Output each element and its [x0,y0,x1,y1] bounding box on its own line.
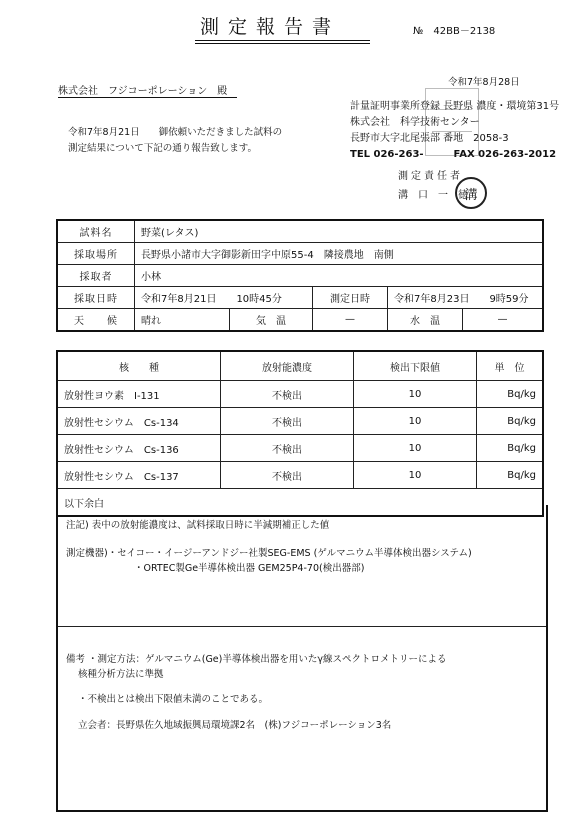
limit-cell: 10 [354,381,477,408]
table-row [57,381,543,408]
issuer-address: 長野市大字北尾張部 番地 2058-3 [350,133,509,144]
title-underline-2 [195,43,370,44]
water-temp-label: 水 温 [388,309,463,332]
table-row [57,462,543,489]
concentration-cell: 不検出 [221,381,354,408]
weather-value: 晴れ [135,309,230,332]
collector-value: 小林 [135,265,544,287]
results-table [56,350,544,517]
unit-cell: Bq/kg [477,462,544,489]
equipment-line-2: ・ORTEC製Ge半導体検出器 GEM25P4-70(検出器部) [134,563,365,574]
nuclide-cell: 放射性ヨウ素 I-131 [57,381,221,408]
sample-label: 試料名 [57,220,135,243]
datetime-label: 採取日時 [57,287,135,309]
sample-value: 野菜(レタス) [135,220,544,243]
nuclide-cell: 放射性セシウム Cs-137 [57,462,221,489]
notes-box [56,505,548,812]
table-row [57,435,543,462]
remark-not-detected: ・不検出とは検出下限値未満のことである。 [78,694,269,705]
intro-line-1: 令和7年8月21日 御依頼いただきました試料の [68,127,283,138]
responsible-name: 溝 口 一 徳 [398,190,468,201]
intro-line-2: 測定結果について下記の通り報告致します。 [68,143,258,154]
remark-method: 備考 ・測定方法：ゲルマニウム(Ge)半導体検出器を用いたγ線スペクトロメトリーによる [66,654,447,665]
document-number: № 42BB－2138 [413,26,496,37]
temperature-value: — [313,309,388,332]
issuer-company: 株式会社 科学技術センター [350,117,480,128]
end-note: 以下余白 [57,489,543,517]
limit-cell: 10 [354,408,477,435]
sample-info-table [56,219,544,332]
company-stamp [425,88,479,156]
water-temp-value: — [463,309,544,332]
limit-cell: 10 [354,462,477,489]
page-title: 測定報告書 [200,16,341,38]
issuer-phone: TEL 026-263- FAX 026-263-2012 [350,149,557,160]
witness-line: 立会者：長野県佐久地域振興局環境課2名 (株)フジコーポレーション3名 [78,720,392,731]
measure-label: 測定日時 [313,287,388,309]
issuer-registration: 計量証明事業所登録 長野県 濃度・環境第31号 [350,101,560,112]
limit-cell: 10 [354,435,477,462]
unit-cell: Bq/kg [477,381,544,408]
concentration-cell: 不検出 [221,462,354,489]
title-underline [195,40,370,41]
header-detection-limit: 検出下限値 [354,351,477,381]
header-unit: 単 位 [477,351,544,381]
location-label: 採取場所 [57,243,135,265]
unit-cell: Bq/kg [477,408,544,435]
weather-label: 天 候 [57,309,135,332]
nuclide-cell: 放射性セシウム Cs-134 [57,408,221,435]
responsible-label: 測定責任者 [398,171,463,182]
measure-value: 令和7年8月23日 9時59分 [388,287,544,309]
equipment-line-1: 測定機器)・セイコー・イージーアンドジー社製SEG-EMS (ゲルマニウム半導体検出器システム) [66,548,472,559]
unit-cell: Bq/kg [477,435,544,462]
collector-label: 採取者 [57,265,135,287]
nuclide-cell: 放射性セシウム Cs-136 [57,435,221,462]
personal-seal: 溝 [455,177,487,209]
half-life-note: 注記) 表中の放射能濃度は、試料採取日時に半減期補正した値 [66,520,330,531]
header-concentration: 放射能濃度 [221,351,354,381]
issue-date: 令和7年8月28日 [448,77,520,88]
notes-divider [58,626,546,627]
header-nuclide: 核 種 [57,351,221,381]
client-name: 株式会社 フジコーポレーション 殿 [58,82,237,98]
remark-method-cont: 核種分析方法に準拠 [78,669,164,680]
table-row [57,408,543,435]
temperature-label: 気 温 [230,309,313,332]
concentration-cell: 不検出 [221,408,354,435]
location-value: 長野県小諸市大字御影新田字中原55-4 隣接農地 南側 [135,243,544,265]
datetime-value: 令和7年8月21日 10時45分 [135,287,313,309]
concentration-cell: 不検出 [221,435,354,462]
